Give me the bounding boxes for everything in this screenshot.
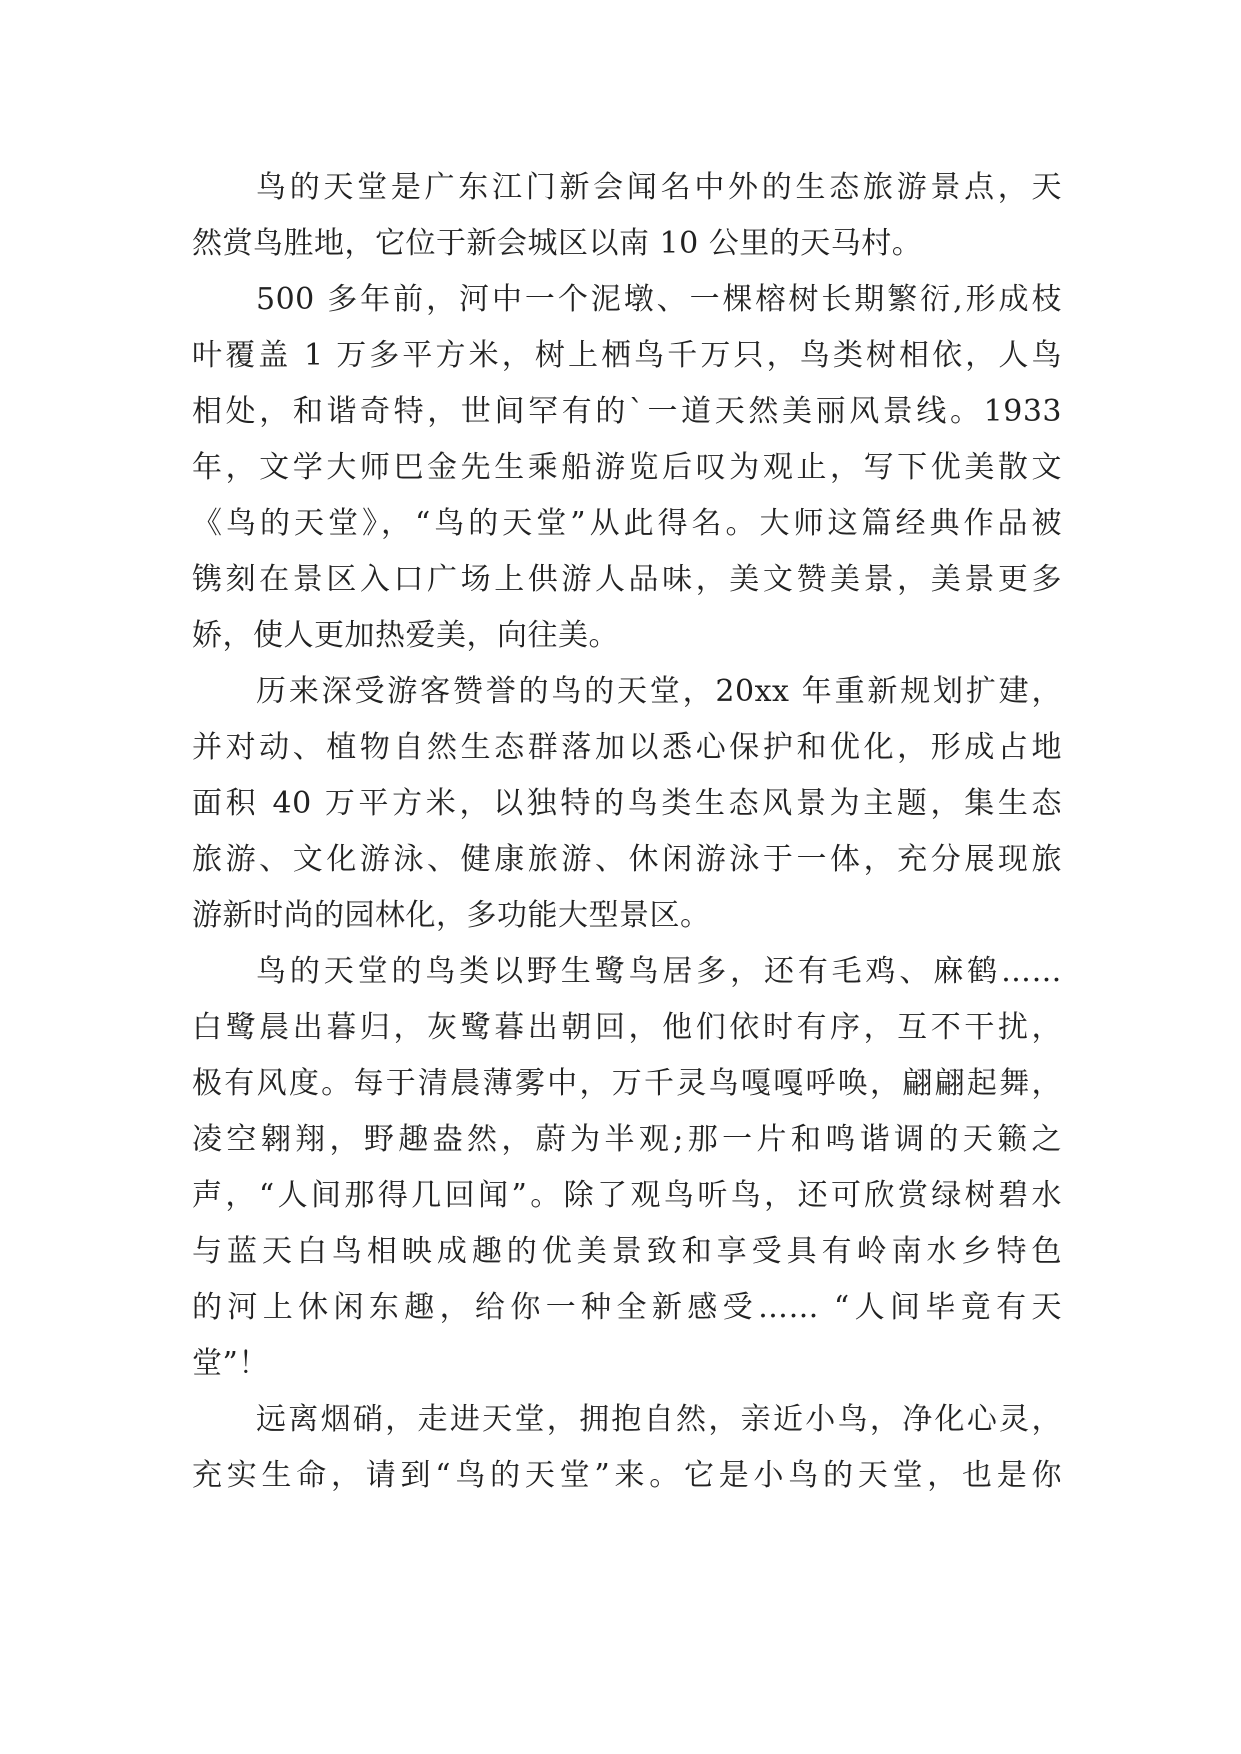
paragraph-3-line-2: 并对动、植物自然生态群落加以悉心保护和优化，形成占地 <box>192 730 1062 765</box>
paragraph-4-line-2: 白鹭晨出暮归，灰鹭暮出朝回，他们依时有序，互不干扰， <box>192 1010 1062 1045</box>
paragraph-2-line-4: 年，文学大师巴金先生乘船游览后叹为观止，写下优美散文 <box>192 450 1062 485</box>
paragraph-4-line-5: 声，“人间那得几回闻”。除了观鸟听鸟，还可欣赏绿树碧水 <box>192 1178 1062 1213</box>
paragraph-5-line-1: 远离烟硝，走进天堂，拥抱自然，亲近小鸟，净化心灵， <box>256 1402 1062 1437</box>
paragraph-2-line-5: 《鸟的天堂》，“鸟的天堂”从此得名。大师这篇经典作品被 <box>192 506 1062 541</box>
paragraph-4-line-1: 鸟的天堂的鸟类以野生鹭鸟居多，还有毛鸡、麻鹤…… <box>256 954 1062 989</box>
paragraph-5-line-2: 充实生命，请到“鸟的天堂”来。它是小鸟的天堂，也是你 <box>192 1458 1062 1493</box>
paragraph-4-line-8: 堂”！ <box>192 1346 269 1381</box>
paragraph-4-line-4: 凌空翱翔，野趣盎然，蔚为半观;那一片和鸣谐调的天籁之 <box>192 1122 1062 1157</box>
paragraph-2-line-1: 500 多年前，河中一个泥墩、一棵榕树长期繁衍,形成枝 <box>256 282 1062 317</box>
paragraph-4-line-6: 与蓝天白鸟相映成趣的优美景致和享受具有岭南水乡特色 <box>192 1234 1062 1269</box>
paragraph-1-line-1: 鸟的天堂是广东江门新会闻名中外的生态旅游景点，天 <box>256 170 1062 205</box>
paragraph-2-line-7: 娇，使人更加热爱美，向往美。 <box>192 618 619 653</box>
paragraph-4-line-7: 的河上休闲东趣，给你一种全新感受…… “人间毕竟有天 <box>192 1290 1062 1325</box>
paragraph-2-line-3: 相处，和谐奇特，世间罕有的`一道天然美丽风景线。1933 <box>192 394 1062 429</box>
paragraph-2-line-6: 镌刻在景区入口广场上供游人品味，美文赞美景，美景更多 <box>192 562 1062 597</box>
paragraph-3-line-1: 历来深受游客赞誉的鸟的天堂，20xx 年重新规划扩建， <box>256 674 1062 709</box>
paragraph-2-line-2: 叶覆盖 1 万多平方米，树上栖鸟千万只，鸟类树相依，人鸟 <box>192 338 1062 373</box>
paragraph-1-line-2: 然赏鸟胜地，它位于新会城区以南 10 公里的天马村。 <box>192 226 923 261</box>
document-body <box>192 160 1062 1504</box>
paragraph-3-line-3: 面积 40 万平方米，以独特的鸟类生态风景为主题，集生态 <box>192 786 1062 821</box>
paragraph-3-line-4: 旅游、文化游泳、健康旅游、休闲游泳于一体，充分展现旅 <box>192 842 1062 877</box>
paragraph-3-line-5: 游新时尚的园林化，多功能大型景区。 <box>192 898 711 933</box>
paragraph-4-line-3: 极有风度。每于清晨薄雾中，万千灵鸟嘎嘎呼唤，翩翩起舞， <box>192 1066 1062 1101</box>
